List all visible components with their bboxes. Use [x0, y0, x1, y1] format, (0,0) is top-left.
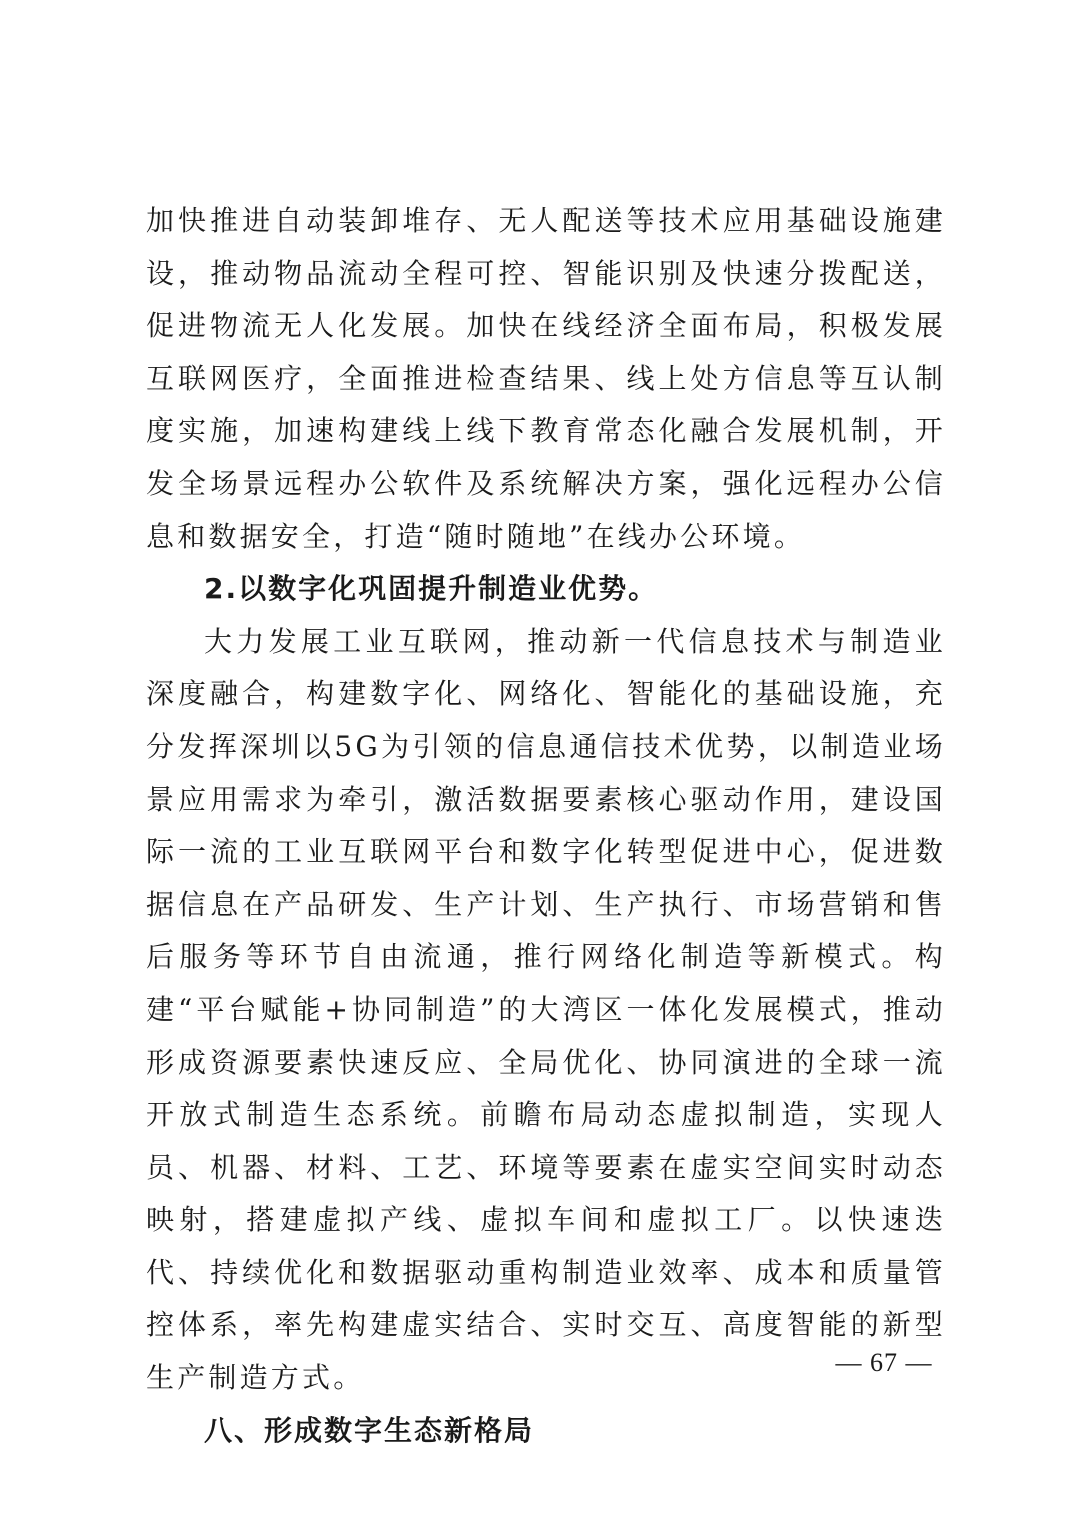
subheading-manufacturing: 2.以数字化巩固提升制造业优势。: [204, 572, 659, 606]
page-number: — 67 —: [835, 1348, 933, 1377]
section-heading-digital-ecosystem: 八、形成数字生态新格局: [204, 1413, 535, 1447]
page-body: [146, 195, 946, 1457]
paragraph-continued: 加快推进自动装卸堆存、无人配送等技术应用基础设施建设，推动物品流动全程可控、智能识别及快速分拨配送，促进物流无人化发展。加快在线经济全面布局，积极发展互联网医疗，全面推进检查结果、线上处方信息等互认制度实施，加速构建线上线下教育常态化融合发展机制，开发全场景远程办公软件及系统解决方案，强化远程办公信息和数据安全，打造“随时随地”在线办公环境。: [146, 204, 946, 553]
paragraph-manufacturing: 大力发展工业互联网，推动新一代信息技术与制造业深度融合，构建数字化、网络化、智能化的基础设施，充分发挥深圳以5G为引领的信息通信技术优势，以制造业场景应用需求为牵引，激活数据要素核心驱动作用，建设国际一流的工业互联网平台和数字化转型促进中心，促进数据信息在产品研发、生产计划、生产执行、市场营销和售后服务等环节自由流通，推行网络化制造等新模式。构建“平台赋能+协同制造”的大湾区一体化发展模式，推动形成资源要素快速反应、全局优化、协同演进的全球一流开放式制造生态系统。前瞻布局动态虚拟制造，实现人员、机器、材料、工艺、环境等要素在虚实空间实时动态映射，搭建虚拟产线、虚拟车间和虚拟工厂。以快速迭代、持续优化和数据驱动重构制造业效率、成本和质量管控体系，率先构建虚实结合、实时交互、高度智能的新型生产制造方式。: [146, 624, 946, 1395]
